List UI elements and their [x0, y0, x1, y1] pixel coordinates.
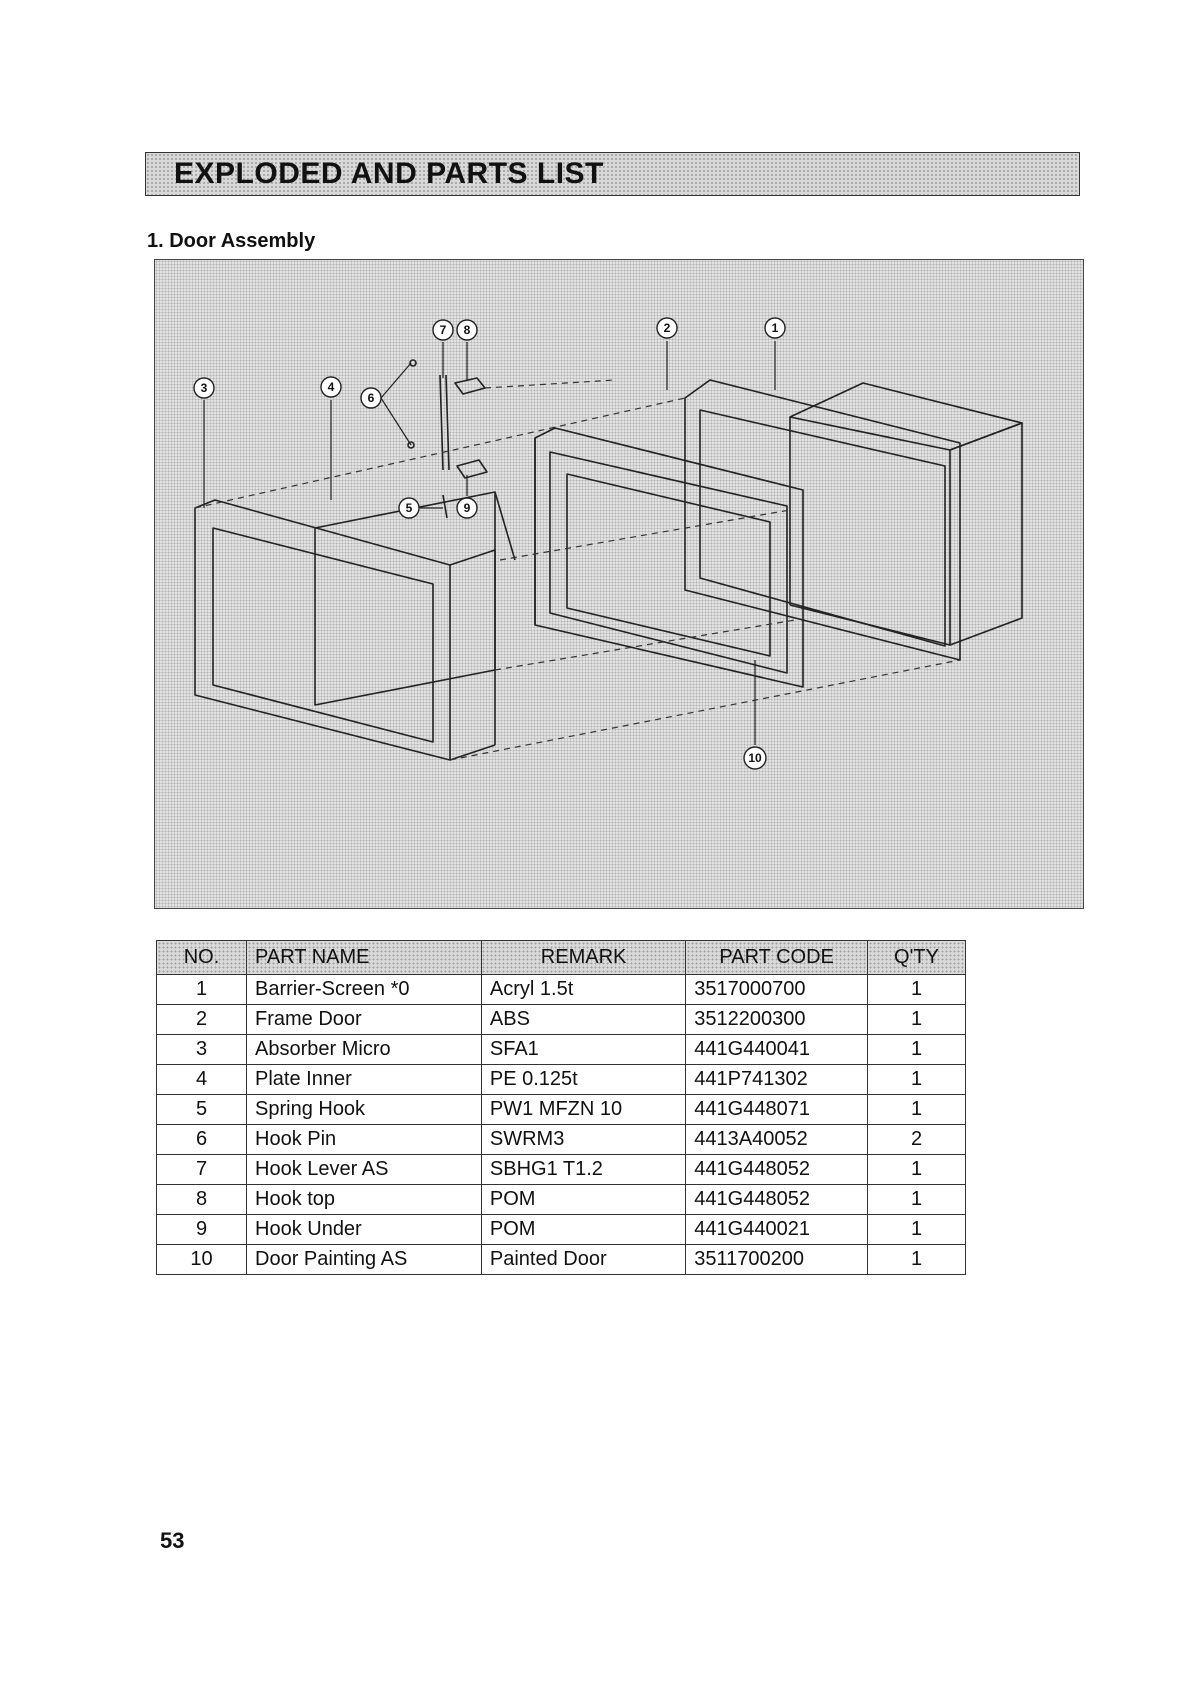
svg-text:7: 7	[439, 323, 447, 337]
col-header-qty: Q'TY	[868, 941, 966, 975]
door-assembly-illustration	[155, 260, 1085, 910]
part-door-painting	[535, 428, 803, 687]
callout-1	[765, 318, 785, 338]
cell-remark: PW1 MFZN 10	[481, 1095, 685, 1125]
svg-text:8: 8	[463, 323, 471, 337]
cell-part-name: Absorber Micro	[247, 1035, 482, 1065]
table-row	[157, 1005, 966, 1035]
cell-qty: 1	[868, 1185, 966, 1215]
col-header-no: NO.	[157, 941, 247, 975]
cell-remark: SFA1	[481, 1035, 685, 1065]
cell-remark: SWRM3	[481, 1125, 685, 1155]
exploded-diagram	[154, 259, 1084, 909]
table-row	[157, 1215, 966, 1245]
part-hooks	[405, 360, 487, 518]
cell-part-code: 441P741302	[686, 1065, 868, 1095]
cell-remark: Painted Door	[481, 1245, 685, 1275]
svg-text:10: 10	[748, 751, 762, 765]
page-title: EXPLODED AND PARTS LIST	[174, 157, 604, 190]
cell-part-code: 441G448052	[686, 1185, 868, 1215]
callout-3	[194, 378, 214, 398]
table-row	[157, 975, 966, 1005]
callout-9	[457, 498, 477, 518]
cell-part-name: Spring Hook	[247, 1095, 482, 1125]
callout-8	[457, 320, 477, 340]
cell-part-code: 4413A40052	[686, 1125, 868, 1155]
part-absorber	[195, 500, 495, 760]
cell-part-name: Hook top	[247, 1185, 482, 1215]
cell-no: 6	[157, 1125, 247, 1155]
cell-remark: PE 0.125t	[481, 1065, 685, 1095]
svg-text:9: 9	[463, 501, 471, 515]
parts-table	[156, 940, 966, 1275]
cell-qty: 1	[868, 1005, 966, 1035]
section-header	[145, 152, 1080, 196]
col-header-remark: REMARK	[481, 941, 685, 975]
cell-qty: 1	[868, 1035, 966, 1065]
cell-part-code: 441G440021	[686, 1215, 868, 1245]
cell-part-code: 3512200300	[686, 1005, 868, 1035]
cell-no: 5	[157, 1095, 247, 1125]
part-frame-door	[685, 380, 960, 660]
cell-part-name: Plate Inner	[247, 1065, 482, 1095]
table-header-row	[157, 941, 966, 975]
cell-no: 10	[157, 1245, 247, 1275]
cell-remark: Acryl 1.5t	[481, 975, 685, 1005]
cell-part-name: Hook Pin	[247, 1125, 482, 1155]
cell-part-code: 3517000700	[686, 975, 868, 1005]
callout-markers	[194, 318, 785, 769]
table-row	[157, 1035, 966, 1065]
callout-4	[321, 377, 341, 397]
cell-no: 7	[157, 1155, 247, 1185]
cell-no: 8	[157, 1185, 247, 1215]
cell-part-name: Barrier-Screen *0	[247, 975, 482, 1005]
cell-no: 4	[157, 1065, 247, 1095]
cell-qty: 1	[868, 1245, 966, 1275]
table-row	[157, 1155, 966, 1185]
svg-text:4: 4	[327, 380, 335, 394]
svg-text:1: 1	[771, 321, 779, 335]
callout-2	[657, 318, 677, 338]
svg-text:3: 3	[200, 381, 208, 395]
cell-qty: 1	[868, 1155, 966, 1185]
svg-text:2: 2	[663, 321, 671, 335]
cell-remark: SBHG1 T1.2	[481, 1155, 685, 1185]
svg-text:6: 6	[367, 391, 375, 405]
subsection-title: 1. Door Assembly	[147, 230, 316, 252]
cell-no: 2	[157, 1005, 247, 1035]
cell-part-code: 3511700200	[686, 1245, 868, 1275]
cell-qty: 1	[868, 975, 966, 1005]
cell-qty: 2	[868, 1125, 966, 1155]
svg-text:5: 5	[405, 501, 413, 515]
cell-part-name: Hook Under	[247, 1215, 482, 1245]
part-barrier-screen	[790, 383, 1022, 645]
cell-part-name: Hook Lever AS	[247, 1155, 482, 1185]
cell-qty: 1	[868, 1065, 966, 1095]
callout-7	[433, 320, 453, 340]
cell-remark: POM	[481, 1215, 685, 1245]
callout-6	[361, 388, 381, 408]
part-plate-inner	[315, 492, 515, 705]
table-row	[157, 1185, 966, 1215]
cell-qty: 1	[868, 1095, 966, 1125]
cell-no: 1	[157, 975, 247, 1005]
cell-part-name: Frame Door	[247, 1005, 482, 1035]
cell-part-code: 441G440041	[686, 1035, 868, 1065]
table-row	[157, 1095, 966, 1125]
table-row	[157, 1245, 966, 1275]
cell-part-code: 441G448052	[686, 1155, 868, 1185]
table-row	[157, 1065, 966, 1095]
cell-remark: POM	[481, 1185, 685, 1215]
cell-part-code: 441G448071	[686, 1095, 868, 1125]
page-number: 53	[160, 1528, 185, 1553]
cell-no: 3	[157, 1035, 247, 1065]
cell-part-name: Door Painting AS	[247, 1245, 482, 1275]
cell-remark: ABS	[481, 1005, 685, 1035]
callout-5	[399, 498, 419, 518]
cell-qty: 1	[868, 1215, 966, 1245]
cell-no: 9	[157, 1215, 247, 1245]
table-row	[157, 1125, 966, 1155]
col-header-part-code: PART CODE	[686, 941, 868, 975]
col-header-part-name: PART NAME	[247, 941, 482, 975]
callout-10	[744, 747, 766, 769]
